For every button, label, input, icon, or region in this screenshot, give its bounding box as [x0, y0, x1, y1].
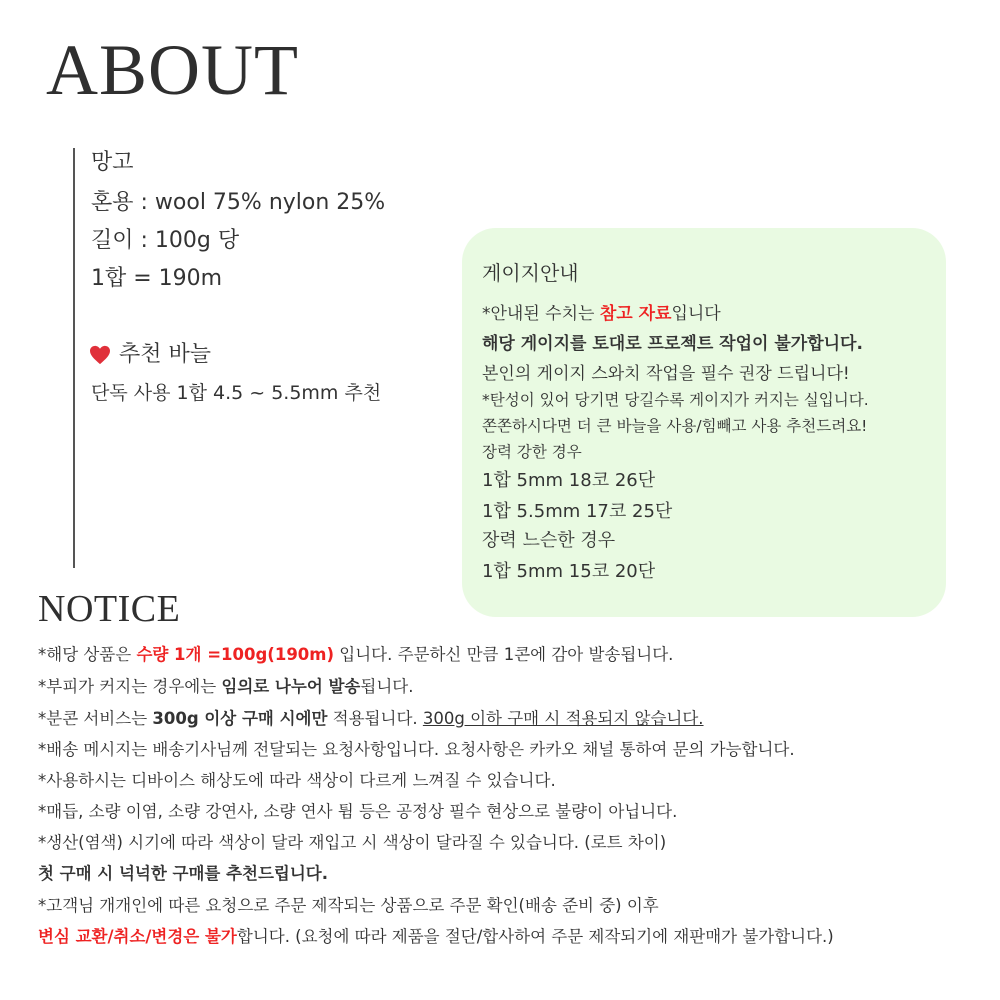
blend-info: 혼용 : wool 75% nylon 25%: [91, 190, 386, 215]
gauge-line: 장력 강한 경우: [482, 443, 582, 461]
notice-text: 합니다. (요청에 따라 제품을 절단/합사하여 주문 제작되기에 재판매가 불가합니다.): [236, 927, 834, 946]
gauge-line: 1합 5mm 18코 26단: [482, 470, 656, 491]
notice-line: 첫 구매 시 넉넉한 구매를 추천드립니다.: [38, 864, 329, 883]
about-title: ABOUT: [46, 30, 299, 110]
notice-line: *고객님 개개인에 따른 요청으로 주문 제작되는 상품으로 주문 확인(배송 준비 중) 이후: [38, 896, 659, 915]
notice-title: NOTICE: [38, 588, 181, 630]
gauge-line: 본인의 게이지 스와치 작업을 필수 권장 드립니다!: [482, 364, 850, 384]
gauge-line: 장력 느슨한 경우: [482, 530, 616, 551]
gauge-text: 입니다: [671, 304, 721, 324]
notice-text: *해당 상품은: [38, 645, 137, 664]
notice-underlined: 300g 이하 구매 시 적용되지 않습니다.: [422, 709, 704, 728]
notice-highlight: 변심 교환/취소/변경은 불가: [38, 927, 237, 946]
gauge-title: 게이지안내: [482, 261, 579, 285]
notice-line: *사용하시는 디바이스 해상도에 따라 색상이 다르게 느껴질 수 있습니다.: [38, 771, 556, 790]
recommended-needle-text: 단독 사용 1합 4.5 ~ 5.5mm 추천: [91, 382, 382, 404]
recommended-needle-label: 추천 바늘: [119, 342, 212, 367]
notice-line: [38, 929, 834, 946]
product-name: 망고: [91, 150, 134, 175]
notice-line: [38, 711, 704, 728]
gauge-line: [482, 306, 721, 323]
notice-text: 적용됩니다.: [327, 709, 423, 728]
notice-emphasis: 300g 이상 구매 시에만: [152, 709, 328, 728]
notice-emphasis: 임의로 나누어 발송: [221, 677, 361, 696]
notice-highlight: 수량 1개 =100g(190m): [136, 645, 335, 664]
notice-text: 입니다. 주문하신 만큼 1콘에 감아 발송됩니다.: [334, 645, 674, 664]
notice-line: *배송 메시지는 배송기사님께 전달되는 요청사항입니다. 요청사항은 카카오 채널 통하여 문의 가능합니다.: [38, 740, 795, 759]
gauge-line: 1합 5.5mm 17코 25단: [482, 501, 673, 522]
length-info: 길이 : 100g 당: [91, 228, 240, 253]
notice-line: *생산(염색) 시기에 따라 색상이 달라 재입고 시 색상이 달라질 수 있습니다. (로트 차이): [38, 833, 667, 852]
notice-line: [38, 647, 673, 664]
heart-icon: [89, 345, 111, 365]
gauge-line: *탄성이 있어 당기면 당길수록 게이지가 커지는 실입니다.: [482, 391, 869, 409]
gauge-line: 1합 5mm 15코 20단: [482, 561, 656, 582]
notice-text: *부피가 커지는 경우에는: [38, 677, 222, 696]
divider-line: [73, 148, 75, 568]
gauge-highlight: 참고 자료: [599, 304, 672, 324]
skein-info: 1합 = 190m: [91, 266, 223, 291]
notice-line: [38, 679, 413, 696]
notice-line: *매듭, 소량 이염, 소량 강연사, 소량 연사 튐 등은 공정상 필수 현상으로 불량이 아닙니다.: [38, 802, 678, 821]
gauge-line: 쫀쫀하시다면 더 큰 바늘을 사용/힘빼고 사용 추천드려요!: [482, 417, 868, 435]
notice-text: *분콘 서비스는: [38, 709, 153, 728]
recommended-needle: [89, 344, 211, 366]
notice-text: 됩니다.: [360, 677, 414, 696]
gauge-line: 해당 게이지를 토대로 프로젝트 작업이 불가합니다.: [482, 334, 863, 354]
gauge-text: *안내된 수치는: [482, 304, 600, 324]
